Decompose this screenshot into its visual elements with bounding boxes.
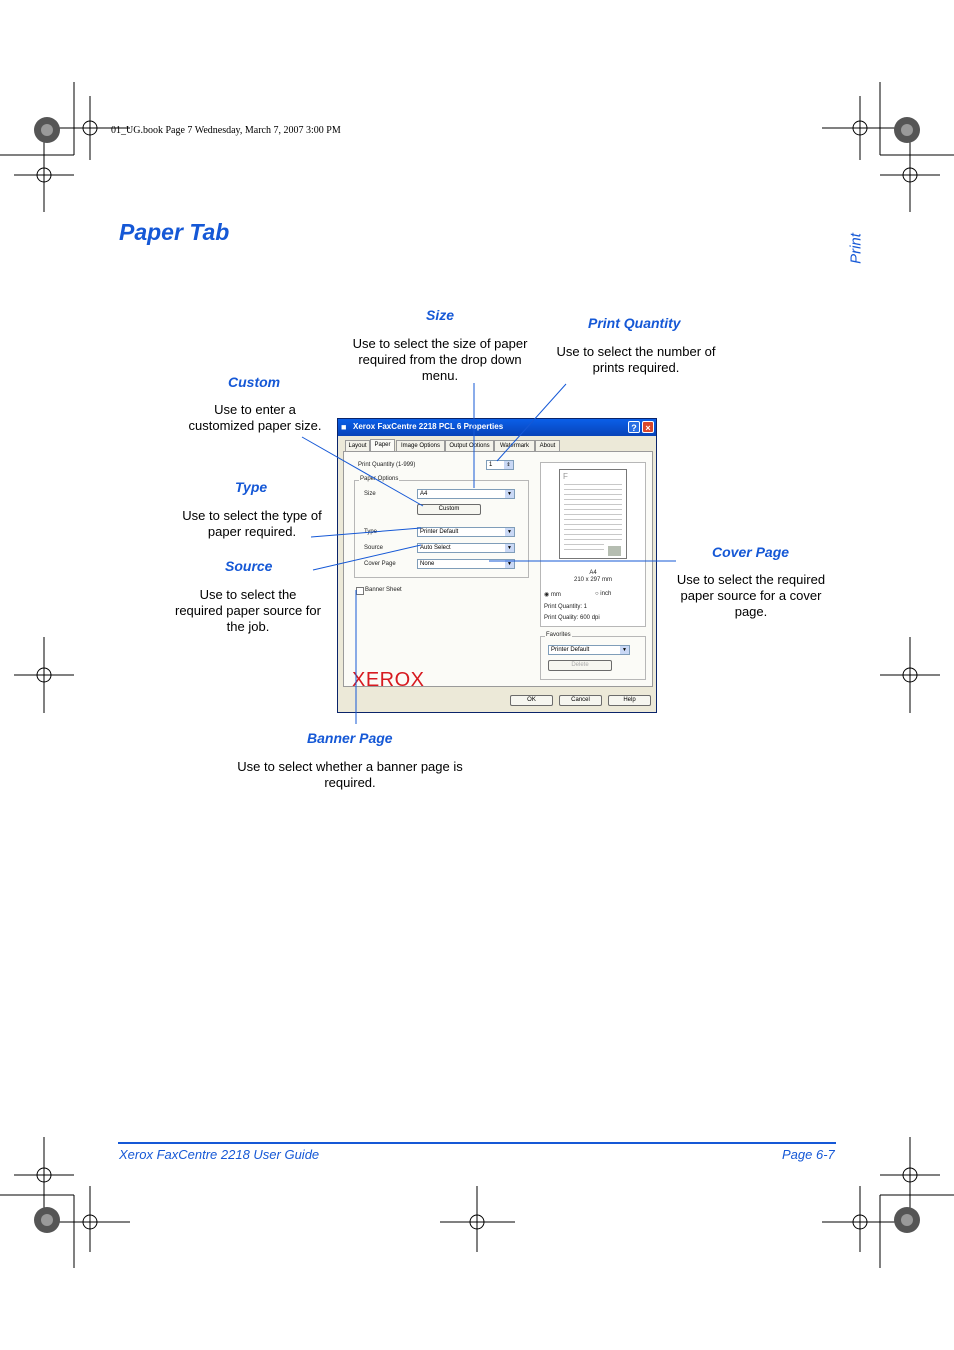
callout-print-quantity-title: Print Quantity — [588, 315, 681, 331]
footer-guide-title: Xerox FaxCentre 2218 User Guide — [119, 1147, 320, 1162]
printer-icon: ■ — [341, 422, 347, 432]
cover-page-label: Cover Page — [364, 561, 396, 567]
xerox-logo: XEROX — [352, 669, 425, 691]
favorites-group — [540, 632, 646, 680]
type-value: Printer Default — [420, 529, 459, 535]
callout-print-quantity-body: Use to select the number of prints required. — [556, 344, 716, 375]
callout-banner-page-body: Use to select whether a banner page is required. — [237, 759, 463, 790]
tab-paper[interactable]: Paper — [370, 439, 395, 452]
page-title: Paper Tab — [119, 219, 230, 245]
delete-button[interactable]: Delete — [548, 660, 612, 671]
type-select[interactable] — [417, 527, 515, 537]
callout-source-title: Source — [225, 558, 273, 574]
chevron-down-icon[interactable]: ▼ — [505, 560, 514, 568]
callout-source-body: Use to select the required paper source for the job. — [175, 587, 321, 634]
paper-preview — [540, 462, 646, 627]
dialog-title: Xerox FaxCentre 2218 PCL 6 Properties — [353, 422, 504, 431]
chevron-down-icon[interactable]: ▼ — [620, 646, 629, 654]
size-value: A4 — [420, 491, 428, 497]
ok-button[interactable]: OK — [510, 695, 553, 706]
size-select[interactable] — [417, 489, 515, 499]
tab-image-options[interactable]: Image Options — [396, 440, 445, 452]
close-icon[interactable]: × — [642, 421, 654, 433]
unit-mm-label: mm — [550, 592, 561, 598]
unit-mm-radio[interactable]: ◉ mm — [544, 592, 561, 598]
favorites-label: Favorites — [546, 632, 571, 638]
source-value: Auto Select — [420, 545, 451, 551]
spinner-arrows-icon[interactable]: ⇕ — [504, 461, 513, 469]
print-quantity-value: 1 — [489, 462, 493, 468]
source-label: Source — [364, 545, 384, 551]
type-label: Type — [364, 529, 378, 535]
favorites-value: Printer Default — [551, 647, 590, 653]
tab-watermark[interactable]: Watermark — [494, 440, 535, 452]
unit-inch-label: inch — [600, 591, 612, 597]
help-button[interactable]: Help — [608, 695, 651, 706]
cover-page-value: None — [420, 561, 435, 567]
favorites-select[interactable] — [548, 645, 630, 655]
print-quantity-label: Print Quantity (1-999) — [358, 462, 416, 468]
tab-output-options[interactable]: Output Options — [445, 440, 494, 452]
paper-options-group — [354, 476, 529, 578]
preview-paper-name: A4 — [589, 570, 597, 576]
paper-tab-panel — [343, 451, 653, 687]
footer-rule — [118, 1142, 836, 1144]
footer-page-number: Page 6-7 — [782, 1147, 835, 1162]
chevron-down-icon[interactable]: ▼ — [505, 544, 514, 552]
orientation-glyph: F — [563, 472, 568, 481]
chevron-down-icon[interactable]: ▼ — [505, 490, 514, 498]
print-quantity-spinner[interactable] — [486, 460, 514, 470]
help-icon[interactable]: ? — [628, 421, 640, 433]
cover-page-select[interactable] — [417, 559, 515, 569]
dialog-titlebar[interactable] — [338, 419, 656, 436]
tab-about[interactable]: About — [535, 440, 560, 452]
callout-banner-page-title: Banner Page — [307, 730, 393, 746]
side-tab-label: Print — [847, 233, 865, 264]
print-quality-info: Print Quality: 600 dpi — [544, 615, 600, 621]
callout-type-title: Type — [235, 479, 268, 495]
header-note: 01_UG.book Page 7 Wednesday, March 7, 2007 3:00 PM — [111, 125, 341, 136]
custom-button[interactable]: Custom — [417, 504, 481, 515]
callout-size-body: Use to select the size of paper required from the drop down menu. — [352, 336, 528, 383]
callout-cover-page-title: Cover Page — [712, 544, 790, 560]
source-select[interactable] — [417, 543, 515, 553]
paper-options-label: Paper Options — [360, 476, 399, 482]
cancel-button[interactable]: Cancel — [559, 695, 602, 706]
callout-size-title: Size — [426, 307, 455, 323]
callout-custom-title: Custom — [228, 374, 281, 390]
banner-sheet-checkbox[interactable] — [356, 587, 364, 595]
preview-paper-dims: 210 x 297 mm — [573, 577, 613, 583]
print-quantity-info: Print Quantity: 1 — [544, 604, 588, 610]
tab-layout[interactable]: Layout — [345, 440, 370, 452]
callout-type-body: Use to select the type of paper required. — [182, 508, 322, 539]
chevron-down-icon[interactable]: ▼ — [505, 528, 514, 536]
unit-inch-radio[interactable]: ○ inch — [595, 591, 612, 597]
size-label: Size — [364, 491, 376, 497]
printer-properties-dialog — [337, 418, 657, 713]
preview-sheet — [559, 469, 627, 559]
banner-sheet-label: Banner Sheet — [365, 587, 402, 593]
callout-custom-body: Use to enter a customized paper size. — [188, 402, 322, 433]
callout-cover-page-body: Use to select the required paper source for a cover page. — [676, 572, 826, 619]
